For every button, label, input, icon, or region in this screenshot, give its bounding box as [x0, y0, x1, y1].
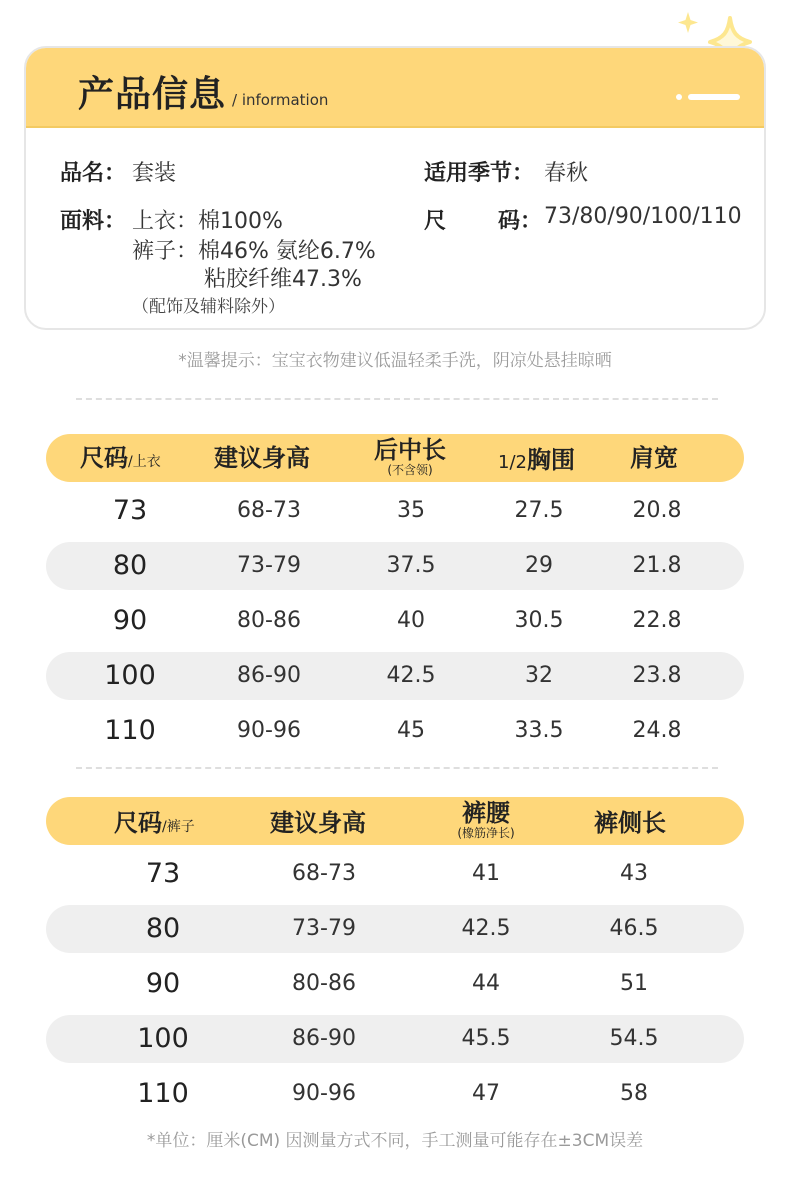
cell-height: 73-79 [237, 553, 301, 578]
cell-chest: 33.5 [514, 718, 564, 743]
name-value: 套装 [132, 161, 177, 186]
th-back-length: 后中长 (不含领) [374, 436, 446, 477]
cell-size: 73 [145, 858, 181, 889]
cell-waist: 45.5 [461, 1026, 511, 1051]
info-body [26, 128, 764, 328]
size-value: 73/80/90/100/110 [544, 204, 742, 229]
cell-height: 80-86 [292, 971, 356, 996]
cell-shoulder: 22.8 [632, 608, 682, 633]
cell-chest: 32 [525, 663, 553, 688]
th-half-chest: 1/2胸围 [498, 446, 575, 474]
cell-height: 86-90 [292, 1026, 356, 1051]
table-row [46, 542, 744, 590]
th-height: 建议身高 [270, 809, 366, 837]
cell-height: 86-90 [237, 663, 301, 688]
cell-waist: 42.5 [461, 916, 511, 941]
cell-size: 73 [112, 495, 148, 526]
product-info-card [24, 46, 766, 330]
cell-size: 100 [137, 1023, 189, 1054]
care-tip: *温馨提示：宝宝衣物建议低温轻柔手洗，阴凉处悬挂晾晒 [178, 351, 612, 371]
th-shoulder: 肩宽 [630, 444, 678, 472]
cell-length: 35 [397, 498, 425, 523]
cell-waist: 47 [472, 1081, 500, 1106]
fabric-top: 上衣：棉100% [132, 209, 283, 234]
cell-side: 46.5 [609, 916, 659, 941]
pants-table-header [46, 797, 744, 845]
table-row [46, 652, 744, 700]
table-row [46, 597, 744, 645]
divider [76, 767, 718, 769]
table-row [46, 1070, 744, 1118]
cell-chest: 27.5 [514, 498, 564, 523]
cell-height: 68-73 [292, 861, 356, 886]
table-row [46, 1015, 744, 1063]
fabric-pants-line1: 裤子：棉46% 氨纶6.7% [132, 239, 376, 264]
cell-height: 68-73 [237, 498, 301, 523]
cell-shoulder: 20.8 [632, 498, 682, 523]
cell-length: 45 [397, 718, 425, 743]
cell-length: 37.5 [386, 553, 436, 578]
table-row [46, 487, 744, 535]
table-row [46, 905, 744, 953]
cell-side: 43 [620, 861, 648, 886]
cell-size: 80 [112, 550, 148, 581]
cell-size: 90 [112, 605, 148, 636]
th-side-length: 裤侧长 [594, 809, 666, 837]
cell-size: 80 [145, 913, 181, 944]
info-subtitle: / information [232, 91, 329, 109]
season-value: 春秋 [544, 161, 589, 186]
cell-side: 58 [620, 1081, 648, 1106]
cell-height: 73-79 [292, 916, 356, 941]
fabric-note: （配饰及辅料除外） [132, 297, 285, 317]
info-title: 产品信息 [78, 74, 227, 115]
cell-chest: 29 [525, 553, 553, 578]
fabric-pants-line2: 粘胶纤维47.3% [204, 267, 362, 292]
th-size: 尺码/裤子 [114, 809, 195, 837]
cell-size: 110 [104, 715, 156, 746]
th-size: 尺码/上衣 [80, 444, 161, 472]
table-row [46, 850, 744, 898]
cell-shoulder: 21.8 [632, 553, 682, 578]
cell-height: 90-96 [237, 718, 301, 743]
cell-waist: 41 [472, 861, 500, 886]
cell-shoulder: 23.8 [632, 663, 682, 688]
size-label-char1: 尺 [424, 209, 447, 234]
fabric-label: 面料： [60, 209, 127, 234]
cell-height: 90-96 [292, 1081, 356, 1106]
unit-footnote: *单位：厘米(CM) 因测量方式不同，手工测量可能存在±3CM误差 [146, 1131, 644, 1151]
season-label: 适用季节： [424, 161, 535, 186]
cell-size: 110 [137, 1078, 189, 1109]
cell-size: 100 [104, 660, 156, 691]
divider [76, 398, 718, 400]
cell-side: 51 [620, 971, 648, 996]
name-label: 品名： [60, 161, 127, 186]
size-label-char2: 码： [498, 209, 543, 234]
cell-waist: 44 [472, 971, 500, 996]
cell-chest: 30.5 [514, 608, 564, 633]
cell-size: 90 [145, 968, 181, 999]
cell-height: 80-86 [237, 608, 301, 633]
cell-length: 42.5 [386, 663, 436, 688]
cell-shoulder: 24.8 [632, 718, 682, 743]
cell-side: 54.5 [609, 1026, 659, 1051]
th-height: 建议身高 [214, 444, 310, 472]
th-waist: 裤腰 (橡筋净长) [457, 799, 515, 840]
cell-length: 40 [397, 608, 425, 633]
info-header [26, 48, 764, 128]
table-row [46, 960, 744, 1008]
table-row [46, 707, 744, 755]
top-table-header [46, 434, 744, 482]
